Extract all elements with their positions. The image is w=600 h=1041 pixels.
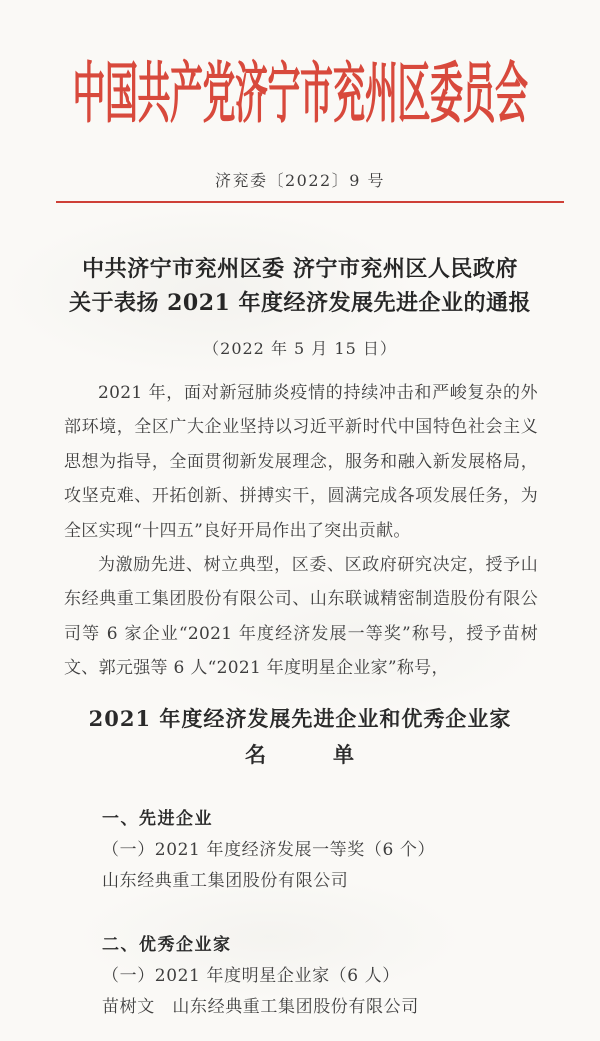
letterhead bbox=[0, 42, 600, 132]
doc-number: 济兖委〔2022〕9 号 bbox=[215, 171, 385, 190]
section-1-item: 山东经典重工集团股份有限公司 bbox=[102, 871, 349, 891]
document-title bbox=[0, 252, 600, 320]
document-body bbox=[64, 376, 538, 686]
body-paragraph-1: 2021 年，面对新冠肺炎疫情的持续冲击和严峻复杂的外部环境，全区广大企业坚持以习近平新时代中国特色社会主义思想为指导，全面贯彻新发展理念，服务和融入新发展格局，攻坚克难、开拓创新、拼搏实干，圆满完成各项发展任务，为全区实现“十四五”良好开局作出了突出贡献。 bbox=[64, 383, 538, 541]
section-1-title: 一、先进企业 bbox=[102, 809, 213, 829]
document-date: （2022 年 5 月 15 日） bbox=[203, 339, 397, 358]
section-2-item: 苗树文 山东经典重工集团股份有限公司 bbox=[102, 997, 419, 1017]
document-title-line2: 关于表扬 2021 年度经济发展先进企业的通报 bbox=[68, 290, 532, 316]
roster-heading bbox=[0, 701, 600, 773]
roster-heading-line2: 名 单 bbox=[245, 742, 355, 767]
letterhead-org-name: 中国共产党济宁市兖州区委员会 bbox=[72, 54, 528, 132]
red-divider-line bbox=[56, 201, 564, 203]
body-paragraph-2: 为激励先进、树立典型，区委、区政府研究决定，授予山东经典重工集团股份有限公司、山东联诚精密制造股份有限公司等 6 家企业“2021 年度经济发展一等奖”称号，授予苗树文、郭元强等 6 人“2021 年度明星企业家”称号， bbox=[64, 555, 538, 679]
section-advanced-enterprises bbox=[102, 804, 435, 897]
section-1-subtitle: （一）2021 年度经济发展一等奖（6 个） bbox=[102, 840, 436, 860]
section-excellent-entrepreneurs bbox=[102, 930, 419, 1023]
section-2-title: 二、优秀企业家 bbox=[102, 935, 232, 955]
roster-heading-line1: 2021 年度经济发展先进企业和优秀企业家 bbox=[88, 706, 512, 731]
document-title-line1: 中共济宁市兖州区委 济宁市兖州区人民政府 bbox=[82, 256, 518, 282]
section-2-subtitle: （一）2021 年度明星企业家（6 人） bbox=[102, 966, 400, 986]
